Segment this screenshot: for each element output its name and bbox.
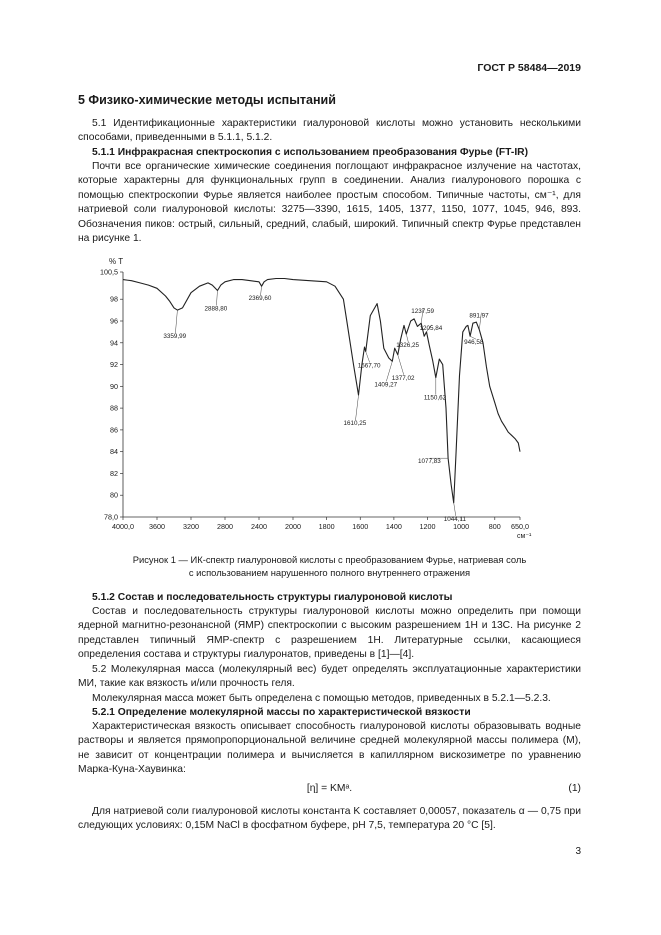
equation-number: (1) bbox=[568, 783, 581, 794]
x-tick-label: 800 bbox=[488, 522, 501, 531]
peak-label: 2369,60 bbox=[248, 295, 272, 303]
heading-5-1-2: 5.1.2 Состав и последовательность структуры гиалуроновой кислоты bbox=[92, 592, 453, 603]
y-tick-label: 82 bbox=[110, 468, 118, 478]
paragraph-5-2-1: Характеристическая вязкость описывает способность гиалуроновой кислоты образовывать водные растворы и является прямопропорциональной величине средней молекулярной массы полимера (M), не зависит от концентрации полимера и вычисляется в капиллярном вискозиметре по уравнению Марка-Куна-Хаувинка: bbox=[78, 721, 581, 776]
peak-label: 1377,02 bbox=[391, 374, 415, 382]
x-tick-label: 650,0 bbox=[511, 522, 529, 531]
peak-leader-line bbox=[216, 291, 217, 306]
peak-leader-line bbox=[366, 351, 370, 362]
page-number: 3 bbox=[575, 846, 581, 857]
x-tick-label: 1000 bbox=[453, 522, 470, 531]
peak-label: 1409,27 bbox=[374, 381, 398, 389]
standard-number: ГОСТ Р 58484—2019 bbox=[477, 62, 581, 74]
peak-label: 1326,25 bbox=[396, 342, 420, 350]
x-tick-label: 2800 bbox=[217, 522, 233, 531]
peak-label: 1237,59 bbox=[411, 308, 434, 316]
peak-leader-line bbox=[175, 310, 177, 333]
y-tick-label: 98 bbox=[110, 294, 118, 304]
section-title: 5 Физико-химические методы испытаний bbox=[78, 93, 336, 107]
paragraph-5-2-1-constants: Для натриевой соли гиалуроновой кислоты константа K составляет 0,00057, показатель α — 0,75 при следующих условиях: 0,15М NaCl в фосфатном буфере, pH 7,5, температура 20 °С [5]. bbox=[78, 806, 581, 832]
y-axis bbox=[100, 268, 123, 522]
peak-label: 2888,80 bbox=[204, 305, 228, 313]
x-tick-label: 4000,0 bbox=[112, 522, 134, 531]
equation-formula: [η] = KMᵃ. bbox=[306, 783, 353, 794]
paragraph-5-2: 5.2 Молекулярная масса (молекулярный вес) будет определять эксплуатационные характеристики МИ, такие как вязкость и/или прочность геля. bbox=[78, 664, 581, 690]
peak-label: 1205,84 bbox=[419, 324, 443, 332]
heading-5-2-1: 5.2.1 Определение молекулярной массы по характеристической вязкости bbox=[92, 707, 471, 718]
peak-leader-line bbox=[261, 286, 262, 295]
figure-caption-line1: Рисунок 1 — ИК-спектр гиалуроновой кислоты с преобразованием Фурье, натриевая соль bbox=[132, 554, 527, 565]
paragraph-5-2-methods: Молекулярная масса может быть определена с помощью методов, приведенных в 5.2.1—5.2.3. bbox=[92, 693, 551, 704]
x-tick-label: 1200 bbox=[419, 522, 436, 531]
peak-label: 1150,62 bbox=[423, 394, 447, 402]
paragraph-5-1-2: Состав и последовательность структуры гиалуроновой кислоты можно определить при помощи ядерной магнитно-резонансной (ЯМР) спектроскопии с высоким разрешением 1H и 13C. На рисунке 2 представлен типичный ЯМР-спектр с разрешением 1H. Литературные ссылки, касающиеся определения состава и структуры гиалуронатов, приведены в [1]—[4]. bbox=[78, 606, 581, 661]
peak-annotations bbox=[163, 286, 489, 523]
peak-label: 1077,83 bbox=[418, 458, 441, 466]
heading-5-1-1: 5.1.1 Инфракрасная спектроскопия с использованием преобразования Фурье (FT-IR) bbox=[92, 147, 529, 158]
peak-label: 891,97 bbox=[469, 312, 489, 320]
x-tick-label: 1800 bbox=[318, 522, 335, 531]
paragraph-5-1-1: Почти все органические химические соединения поглощают инфракрасное излучение на частотах, которые характерны для функциональных групп в соединении. Анализ гиалуронового порошка с помощью спектроскопии Фурье является наиболее простым способом. Типичные частоты, см⁻¹, для натриевой соли гиалуроновой кислоты: 3275—3390, 1615, 1405, 1377, 1150, 1077, 1045, 946, 893. Обозначения пиков: острый, сильный, средний, слабый, широкий. Типичный спектр Фурье представлен на рисунке 1. bbox=[78, 161, 581, 245]
x-axis bbox=[112, 517, 529, 531]
y-tick-label: 86 bbox=[110, 425, 118, 435]
y-tick-label: 92 bbox=[110, 360, 118, 370]
y-tick-label: 90 bbox=[110, 381, 118, 391]
peak-label: 1044,11 bbox=[443, 515, 467, 523]
figure-caption-line2: с использованием нарушенного полного внутреннего отражения bbox=[188, 567, 471, 578]
peak-label: 1610,25 bbox=[343, 420, 367, 428]
peak-label: 1567,70 bbox=[357, 362, 381, 370]
y-tick-label: 94 bbox=[110, 338, 118, 348]
y-tick-label: 96 bbox=[110, 316, 118, 326]
paragraph-5-1: 5.1 Идентификационные характеристики гиалуроновой кислоты можно установить несколькими способами, приведенными в 5.1.1, 5.1.2. bbox=[78, 118, 581, 144]
peak-leader-line bbox=[454, 503, 456, 516]
peak-leader-line bbox=[398, 355, 404, 375]
y-tick-label: 84 bbox=[110, 447, 118, 457]
x-tick-label: 2000 bbox=[285, 522, 301, 531]
x-tick-label: 1600 bbox=[352, 522, 369, 531]
y-tick-label: 88 bbox=[110, 403, 118, 413]
y-tick-label: 78,0 bbox=[104, 512, 118, 522]
x-tick-label: 2400 bbox=[251, 522, 267, 531]
x-tick-label: 3600 bbox=[149, 522, 165, 531]
x-tick-label: 3200 bbox=[183, 522, 199, 531]
peak-label: 3359,99 bbox=[163, 333, 187, 341]
y-tick-label: 100,5 bbox=[100, 267, 118, 277]
figure-caption bbox=[78, 553, 581, 579]
x-axis-unit: см⁻¹ bbox=[517, 533, 532, 540]
peak-leader-line bbox=[406, 334, 408, 342]
peak-leader-line bbox=[356, 395, 359, 420]
y-axis-label: % T bbox=[109, 257, 124, 266]
y-tick-label: 80 bbox=[110, 490, 118, 500]
x-tick-label: 1400 bbox=[385, 522, 402, 531]
spectrum-line bbox=[123, 279, 520, 503]
peak-label: 946,58 bbox=[464, 339, 484, 347]
